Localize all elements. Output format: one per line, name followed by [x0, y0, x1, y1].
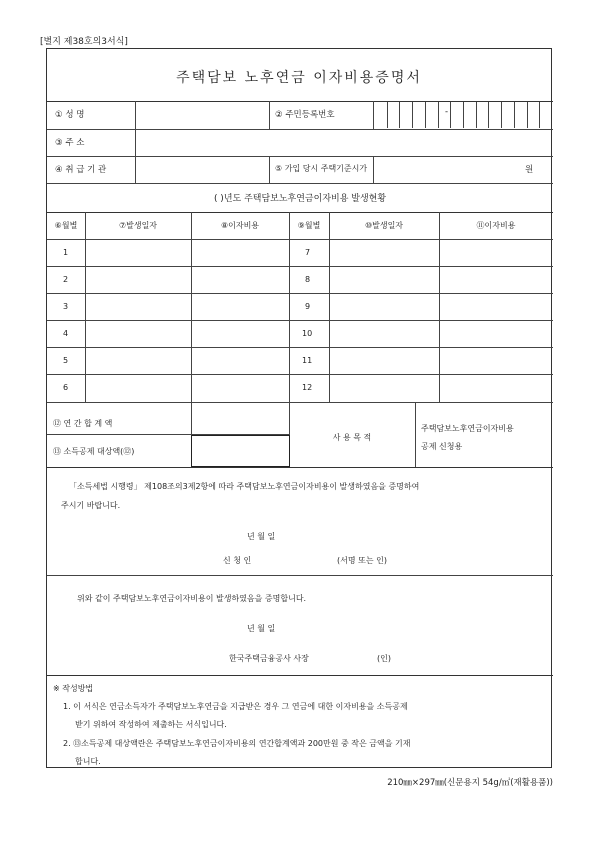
header-interest-left: ⑧이자비용 [220, 221, 260, 230]
header-interest-right: ⑪이자비용 [476, 221, 516, 230]
month-cell: 2 [63, 275, 69, 284]
institution-field[interactable] [136, 157, 268, 182]
header-date-left: ⑦발생일자 [118, 221, 158, 230]
certification-text: 위와 같이 주택담보노후연금이자비용이 발생하였음을 증명합니다. [77, 594, 307, 603]
divider [47, 239, 553, 240]
issuer-label: 한국주택금융공사 사장 [229, 654, 309, 663]
month-cell: 8 [305, 275, 311, 284]
resident-number-cell-divider [438, 102, 439, 128]
resident-number-cell-divider [501, 102, 502, 128]
resident-number-cell-divider [425, 102, 426, 128]
certificate-form [46, 48, 552, 768]
resident-number-cell-divider [450, 102, 451, 128]
address-field[interactable] [136, 130, 552, 155]
divider [47, 183, 553, 184]
resident-number-cell-divider [387, 102, 388, 128]
month-cell: 12 [302, 383, 313, 392]
status-title: ( )년도 주택담보노후연금이자비용 발생현황 [213, 194, 387, 204]
month-cell: 7 [305, 248, 311, 257]
divider [47, 575, 553, 576]
address-label: ③ 주 소 [55, 138, 85, 148]
divider [47, 266, 553, 267]
divider [47, 320, 553, 321]
applicant-label: 신 청 인 [223, 556, 252, 565]
request-text-line1: 「소득세법 시행령」 제108조의3제2항에 따라 주택담보노후연금이자비용이 발생하였음을 증명하여 [69, 482, 420, 491]
divider [47, 212, 553, 213]
resident-number-dash: - [445, 107, 449, 117]
form-title: 주택담보 노후연금 이자비용증명서 [176, 70, 422, 86]
month-cell: 5 [63, 356, 69, 365]
header-date-right: ⑩발생일자 [364, 221, 404, 230]
resident-number-cell-divider [476, 102, 477, 128]
resident-number-cell-divider [539, 102, 540, 128]
resident-number-cell-divider [412, 102, 413, 128]
instructions-heading: ※ 작성방법 [53, 684, 94, 693]
resident-number-cell-divider [399, 102, 400, 128]
divider [47, 293, 553, 294]
resident-number-cell-divider [488, 102, 489, 128]
form-code: [별지 제38호의3서식] [40, 37, 128, 47]
month-cell: 3 [63, 302, 69, 311]
instruction-item-2-line1: 2. ⑬소득공제 대상액란은 주택담보노후연금이자비용의 연간합계액과 200만원 중 작은 금액을 기재 [63, 739, 411, 748]
divider [47, 467, 553, 468]
resident-number-cell-divider [527, 102, 528, 128]
header-month-right: ⑨월별 [297, 221, 321, 230]
seal-label: (인) [377, 654, 391, 663]
divider [47, 402, 553, 403]
institution-label: ④ 취 급 기 관 [55, 165, 107, 175]
house-price-label: ⑤ 가입 당시 주택기준시가 [275, 164, 368, 173]
deduction-target-label: ⑬ 소득공제 대상액(⑫) [53, 447, 135, 456]
request-date: 년 월 일 [247, 532, 276, 541]
divider [47, 347, 553, 348]
resident-number-field[interactable] [374, 102, 552, 128]
name-field[interactable] [136, 102, 268, 128]
month-cell: 1 [63, 248, 69, 257]
purpose-line1: 주택담보노후연금이자비용 [421, 424, 514, 433]
annual-total-field[interactable] [192, 403, 288, 433]
signature-label: (서명 또는 인) [337, 556, 387, 565]
divider [47, 374, 553, 375]
house-price-field[interactable] [374, 157, 534, 182]
certification-date: 년 월 일 [247, 624, 276, 633]
instruction-item-1-line1: 1. 이 서식은 연금소득자가 주택담보노후연금을 지급받은 경우 그 연금에 대한 이자비용을 소득공제 [63, 702, 408, 711]
purpose-line2: 공제 신청용 [421, 442, 463, 451]
instruction-item-2-line2: 합니다. [75, 757, 101, 766]
header-month-left: ⑥월별 [54, 221, 78, 230]
deduction-target-field[interactable] [191, 435, 290, 467]
instruction-item-1-line2: 받기 위하여 작성하여 제출하는 서식입니다. [75, 720, 227, 729]
divider [47, 675, 553, 676]
month-cell: 6 [63, 383, 69, 392]
resident-number-cell-divider [514, 102, 515, 128]
usage-purpose-label: 사 용 목 적 [332, 433, 372, 442]
resident-number-label: ② 주민등록번호 [275, 110, 335, 120]
month-cell: 9 [305, 302, 311, 311]
divider [269, 156, 270, 183]
divider [415, 402, 416, 467]
won-unit: 원 [525, 165, 534, 175]
resident-number-cell-divider [463, 102, 464, 128]
annual-total-label: ⑫ 연 간 합 계 액 [53, 419, 113, 428]
name-label: ① 성 명 [55, 110, 85, 120]
month-cell: 11 [302, 356, 313, 365]
month-cell: 4 [63, 329, 69, 338]
divider [269, 101, 270, 129]
paper-spec: 210㎜×297㎜(신문용지 54g/㎡(재활용품)) [387, 778, 553, 788]
month-cell: 10 [302, 329, 313, 338]
request-text-line2: 주시기 바랍니다. [61, 501, 121, 510]
